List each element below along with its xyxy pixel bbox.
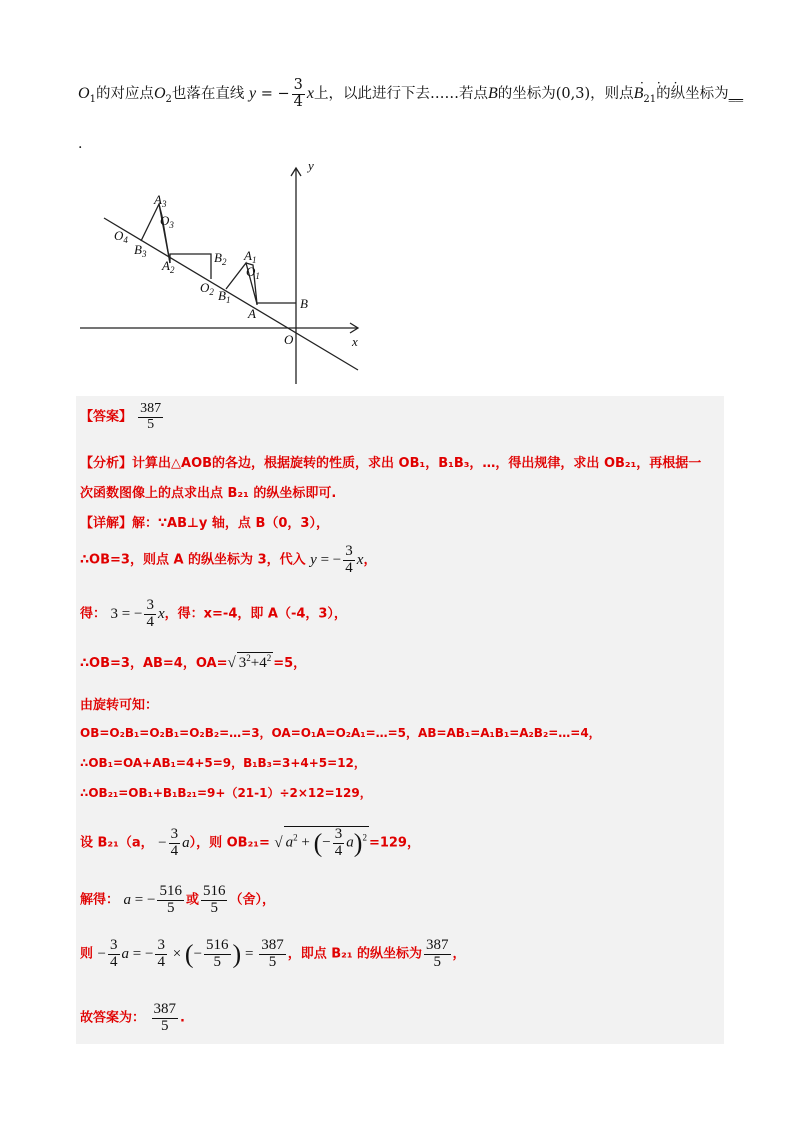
svg-text:A2: $A_2$ (162, 258, 175, 275)
svg-text:O2: $O_2$ (200, 280, 214, 297)
question-period: . (78, 136, 83, 152)
svg-text:O3: $O_3$ (160, 213, 174, 230)
segment-B2-A2 (170, 254, 211, 279)
geometry-figure (76, 156, 376, 386)
segment-AB (257, 303, 296, 305)
detail-line-1: 【详解】解：∵AB⊥y 轴，点 B（0，3）， (80, 516, 329, 531)
detail-line-11: 则 − $\frac{3}{4}$ a = − $\frac{3}{4}$ × (− $\frac{516}{5}$ ) = $\frac{387}{5}$ ，即点 B₂₁ 的纵坐标为 $\frac{387}{5}$ ， (80, 937, 466, 970)
detail-line-8: ∴OB₂₁=OB₁+B₁B₂₁=9+（21-1）÷2×12=129， (80, 786, 372, 800)
detail-line-2: ∴OB=3，则点 A 的纵坐标为 3，代入 y = − $\frac{3}{4}$ x， (80, 543, 377, 576)
detail-line-4: ∴OB=3，AB=4，OA=√ $3^2+4^2 =5$， (80, 653, 307, 671)
detail-line-12: 故答案为： $\frac{387}{5}$ . (80, 1001, 185, 1034)
detail-line-6: OB=O₂B₁=O₂B₁=O₂B₂=…=3，OA=O₁A=O₂A₁=…=5，AB=AB₁=A₁B₁=A₂B₂=…=4， (80, 726, 601, 740)
label-O: O (284, 332, 294, 347)
detail-line-10: 解得： a = − $\frac{516}{5}$ 或 $\frac{516}{5}$ （舍）， (80, 883, 275, 916)
answer-section (76, 396, 724, 1044)
answer-line: 【答案】 $\frac{387}{5}$ (80, 401, 162, 432)
question-text: $O_1$的对应点$O_2$也落在直线 y = − $\frac{3}{4}$ x上，以此进行下去……若点B的坐标为(0,3)，则点$B_{21}$的纵坐标为__ (78, 77, 744, 110)
detail-line-7: ∴OB₁=OA+AB₁=4+5=9，B₁B₃=3+4+5=12， (80, 756, 366, 770)
label-A: A (248, 306, 256, 321)
line-y-neg-3-4-x (104, 218, 358, 370)
label-y: y (308, 158, 314, 173)
svg-text:O4: $O_4$ (114, 228, 128, 245)
svg-text:A3: $A_3$ (154, 192, 167, 209)
detail-line-9: 设 B₂₁（a， − $\frac{3}{4}$ a），则 OB₂₁= √ $a^2$ + (− $\frac{3}{4}$ a)$^2$ =129， (80, 826, 420, 859)
label-B: B (300, 296, 308, 311)
detail-line-3: 得： 3 = − $\frac{3}{4}$ x，得：x=-4，即 A（-4，3）， (80, 597, 347, 630)
svg-text:A1: $A_1$ (244, 248, 257, 265)
emphasis-dots: ··· (640, 76, 691, 90)
detail-line-5: 由旋转可知： (80, 698, 159, 713)
analysis-line-2: 次函数图像上的点求出点 B₂₁ 的纵坐标即可. (80, 486, 337, 501)
label-x: x (352, 334, 358, 349)
analysis-line-1: 【分析】计算出△AOB的各边，根据旋转的性质，求出 OB₁，B₁B₃，…，得出规律，求出 OB₂₁，再根据一 (80, 456, 702, 471)
svg-text:B2: $B_2$ (214, 250, 227, 267)
svg-text:O1: $O_1$ (246, 264, 260, 281)
svg-text:B1: $B_1$ (218, 288, 231, 305)
svg-text:B3: $B_3$ (134, 242, 147, 259)
